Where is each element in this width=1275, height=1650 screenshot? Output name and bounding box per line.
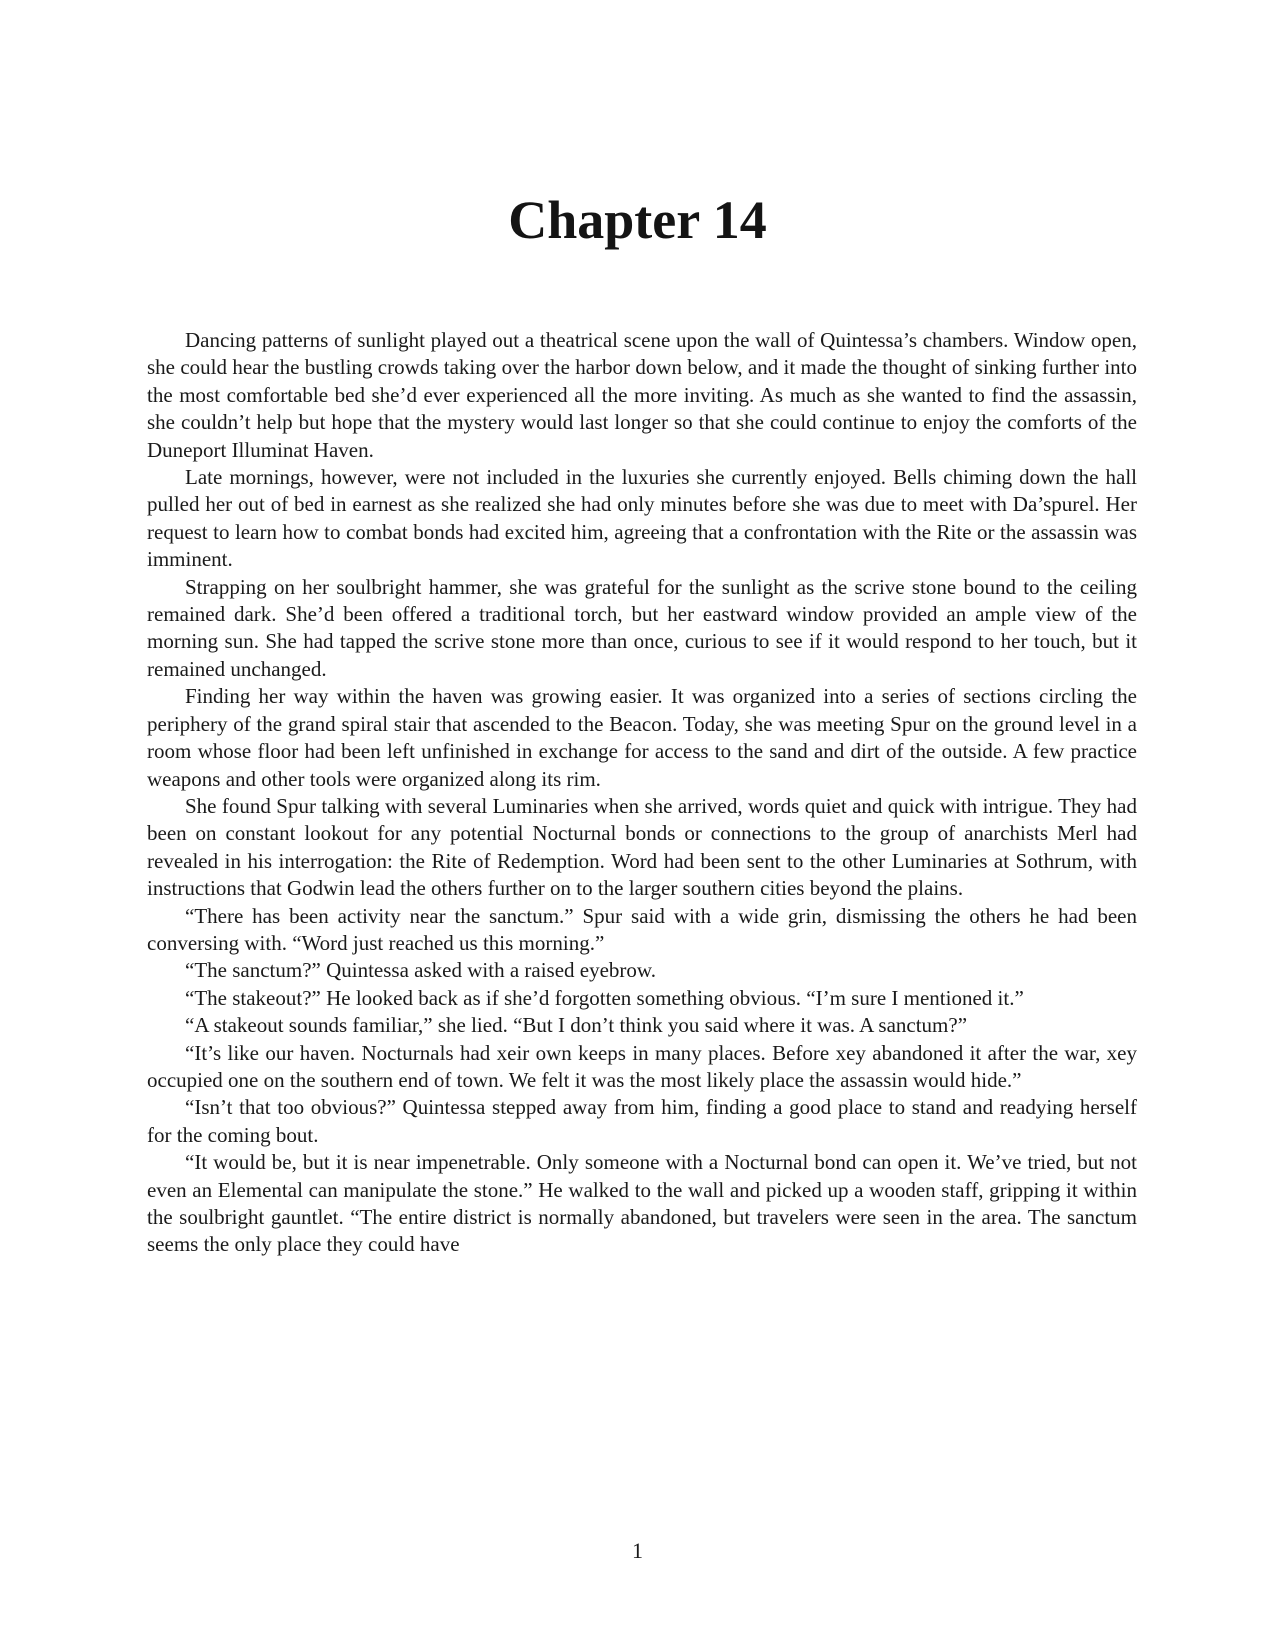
paragraph: “There has been activity near the sanctum.” Spur said with a wide grin, dismissing the others he had been conversing with. “Word just reached us this morning.” [147,903,1137,955]
paragraph: Strapping on her soulbright hammer, she was grateful for the sunlight as the scrive stone bound to the ceiling remained dark. She’d been offered a traditional torch, but her eastward window provided an ample view of the morning sun. She had tapped the scrive stone more than once, curious to see if it would respond to her touch, but it remained unchanged. [147,574,1137,681]
paragraph: “Isn’t that too obvious?” Quintessa stepped away from him, finding a good place to stand and readying herself for the coming bout. [147,1095,1137,1147]
paragraph: Dancing patterns of sunlight played out a theatrical scene upon the wall of Quintessa’s chambers. Window open, she could hear the bustling crowds taking over the harbor down below, and it made the thought of sinking further into the most comfortable bed she’d ever experienced all the more inviting. As much as she wanted to find the assassin, she couldn’t help but hope that the mystery would last longer so that she could continue to enjoy the comforts of the Duneport Illuminat Haven. [147,328,1137,462]
paragraph: “It’s like our haven. Nocturnals had xeir own keeps in many places. Before xey abandoned it after the war, xey occupied one on the southern end of town. We felt it was the most likely place the assassin would hide.” [147,1040,1137,1092]
paragraph: “A stakeout sounds familiar,” she lied. “But I don’t think you said where it was. A sanctum?” [185,1013,968,1038]
chapter-title: Chapter 14 [508,190,767,250]
paragraph: Finding her way within the haven was growing easier. It was organized into a series of sections circling the periphery of the grand spiral stair that ascended to the Beacon. Today, she was meeting Spur on the ground level in a room whose floor had been left unfinished in exchange for access to the sand and dirt of the outside. A few practice weapons and other tools were organized along its rim. [147,684,1137,791]
paragraph: “The stakeout?” He looked back as if she’d forgotten something obvious. “I’m sure I mentioned it.” [185,985,1024,1010]
paragraph: “The sanctum?” Quintessa asked with a raised eyebrow. [185,958,656,983]
chapter-body [147,327,1137,1259]
paragraph: She found Spur talking with several Luminaries when she arrived, words quiet and quick with intrigue. They had been on constant lookout for any potential Nocturnal bonds or connections to the group of anarchists Merl had revealed in his interrogation: the Rite of Redemption. Word had been sent to the other Luminaries at Sothrum, with instructions that Godwin lead the others further on to the larger southern cities beyond the plains. [147,793,1137,901]
paragraph: “It would be, but it is near impenetrable. Only someone with a Nocturnal bond can open it. We’ve tried, but not even an Elemental can manipulate the stone.” He walked to the wall and picked up a wooden staff, gripping it within the soulbright gauntlet. “The entire district is normally abandoned, but travelers were seen in the area. The sanctum seems the only place they could have [147,1150,1137,1257]
paragraph: Late mornings, however, were not included in the luxuries she currently enjoyed. Bells chiming down the hall pulled her out of bed in earnest as she realized she had only minutes before she was due to meet with Da’spurel. Her request to learn how to combat bonds had excited him, agreeing that a confrontation with the Rite or the assassin was imminent. [147,465,1137,572]
page-number: 1 [632,1538,643,1563]
